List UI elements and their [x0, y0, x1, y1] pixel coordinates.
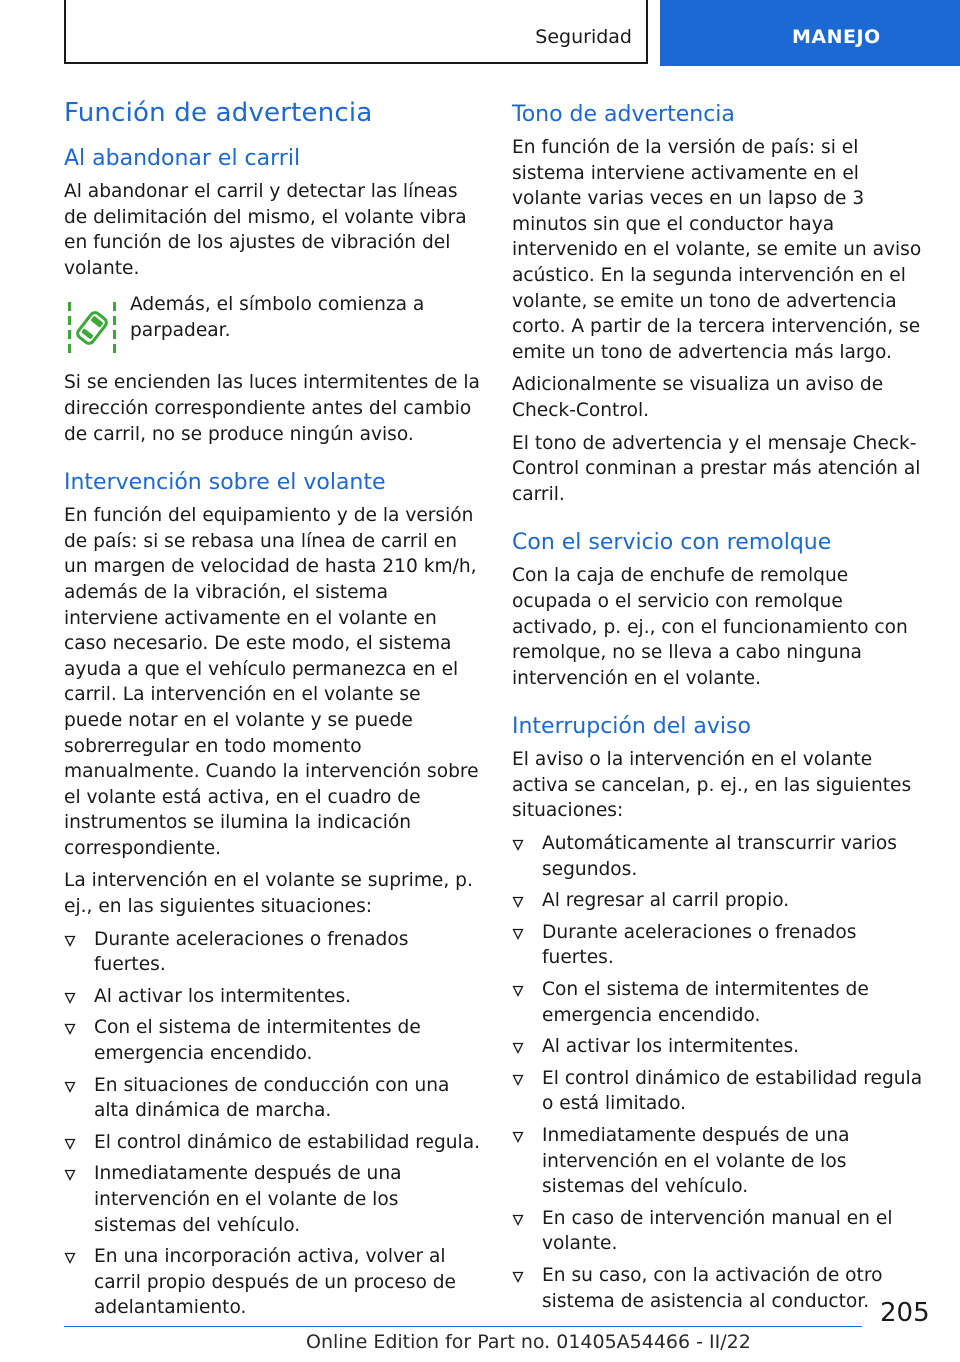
triangle-bullet-icon	[64, 984, 94, 1010]
triangle-bullet-icon	[64, 1015, 94, 1066]
icon-note-text: Además, el símbolo comienza a parpadear.	[130, 294, 425, 341]
list-item: Con el sistema de intermitentes de emergencia encendido.	[512, 977, 932, 1028]
heading-warning-interruption: Interrupción del aviso	[512, 714, 751, 740]
chapter-tab[interactable]	[660, 0, 960, 66]
lane-departure-warning-icon	[64, 298, 120, 356]
heading-warning-tone: Tono de advertencia	[512, 102, 735, 127]
list-item: En situaciones de conducción con una alta dinámica de marcha.	[64, 1073, 482, 1124]
list-item: En caso de intervención manual en el volante.	[512, 1206, 932, 1257]
footer-divider	[64, 1326, 862, 1327]
list-item: Al activar los intermitentes.	[64, 984, 482, 1010]
triangle-bullet-icon	[512, 1263, 542, 1314]
list-item: Inmediatamente después de una intervención en el volante de los sistemas del vehículo.	[64, 1161, 482, 1238]
paragraph: Si se encienden las luces intermitentes de la dirección correspondiente antes del cambio de carril, no se produce ningún aviso.	[64, 372, 480, 445]
list-item: El control dinámico de estabilidad regula o está limitado.	[512, 1066, 932, 1117]
triangle-bullet-icon	[512, 831, 542, 882]
paragraph: El aviso o la intervención en el volante activa se cancelan, p. ej., en las siguientes situaciones:	[512, 749, 912, 822]
list-item: En su caso, con la activación de otro sistema de asistencia al conductor.	[512, 1263, 932, 1314]
left-column	[64, 98, 482, 1327]
paragraph: Con la caja de enchufe de remolque ocupada o el servicio con remolque activado, p. ej., con el funcionamiento con remolque, no se lleva a cabo ninguna intervención en el volante.	[512, 565, 908, 689]
section-title: Seguridad	[535, 26, 632, 48]
bullet-list	[64, 927, 482, 1321]
paragraph: En función de la versión de país: si el sistema interviene activamente en el volante varias veces en un lapso de 3 minutos sin que el conductor haya intervenido en el volante, se emite un aviso acústico. En la segunda intervención en el volante, se emite un tono de advertencia corto. A partir de la tercera intervención, se emite un tono de advertencia más largo.	[512, 137, 922, 363]
list-item: Al regresar al carril propio.	[512, 888, 932, 914]
list-item: En una incorporación activa, volver al carril propio después de un proceso de adelantamiento.	[64, 1244, 482, 1321]
page-number: 205	[880, 1298, 930, 1328]
triangle-bullet-icon	[64, 1130, 94, 1156]
paragraph: El tono de advertencia y el mensaje Check-Control conminan a prestar más atención al carril.	[512, 432, 921, 505]
triangle-bullet-icon	[512, 888, 542, 914]
list-item: Durante aceleraciones o frenados fuertes.	[64, 927, 482, 978]
heading-steering-intervention: Intervención sobre el volante	[64, 470, 386, 496]
triangle-bullet-icon	[512, 1034, 542, 1060]
triangle-bullet-icon	[64, 1244, 94, 1321]
list-item: Inmediatamente después de una intervención en el volante de los sistemas del vehículo.	[512, 1123, 932, 1200]
triangle-bullet-icon	[512, 1206, 542, 1257]
triangle-bullet-icon	[64, 1073, 94, 1124]
icon-note	[64, 292, 482, 356]
heading-trailer-service: Con el servicio con remolque	[512, 530, 832, 556]
triangle-bullet-icon	[512, 920, 542, 971]
chapter-title: MANEJO	[792, 26, 881, 48]
triangle-bullet-icon	[512, 977, 542, 1028]
list-item: Automáticamente al transcurrir varios segundos.	[512, 831, 932, 882]
paragraph: En función del equipamiento y de la versión de país: si se rebasa una línea de carril en un margen de velocidad de hasta 210 km/h, además de la vibración, el sistema interviene activamente en el volante en caso necesario. De este modo, el sistema ayuda a que el vehículo permanezca en el carril. La intervención en el volante se puede notar en el volante y se puede sobrerregular en todo momento manualmente. Cuando la intervención sobre el volante está activa, en el cuadro de instrumentos se ilumina la indicación correspondiente.	[64, 505, 479, 859]
list-item: Con el sistema de intermitentes de emergencia encendido.	[64, 1015, 482, 1066]
right-column	[512, 98, 932, 1320]
heading-lane-departure: Al abandonar el carril	[64, 146, 301, 171]
paragraph: Al abandonar el carril y detectar las líneas de delimitación del mismo, el volante vibra en función de los ajustes de vibración del volante.	[64, 181, 467, 279]
triangle-bullet-icon	[64, 927, 94, 978]
triangle-bullet-icon	[64, 1161, 94, 1238]
footer-edition: Online Edition for Part no. 01405A54466 - II/22	[306, 1331, 751, 1353]
list-item: Al activar los intermitentes.	[512, 1034, 932, 1060]
list-item: El control dinámico de estabilidad regula.	[64, 1130, 482, 1156]
bullet-list	[512, 831, 932, 1314]
paragraph: Adicionalmente se visualiza un aviso de Check-Control.	[512, 374, 884, 421]
triangle-bullet-icon	[512, 1123, 542, 1200]
page-title: Función de advertencia	[64, 98, 373, 128]
triangle-bullet-icon	[512, 1066, 542, 1117]
page-header	[0, 0, 960, 66]
list-item: Durante aceleraciones o frenados fuertes.	[512, 920, 932, 971]
section-tab	[64, 0, 648, 64]
paragraph: La intervención en el volante se suprime, p. ej., en las siguientes situaciones:	[64, 870, 473, 918]
